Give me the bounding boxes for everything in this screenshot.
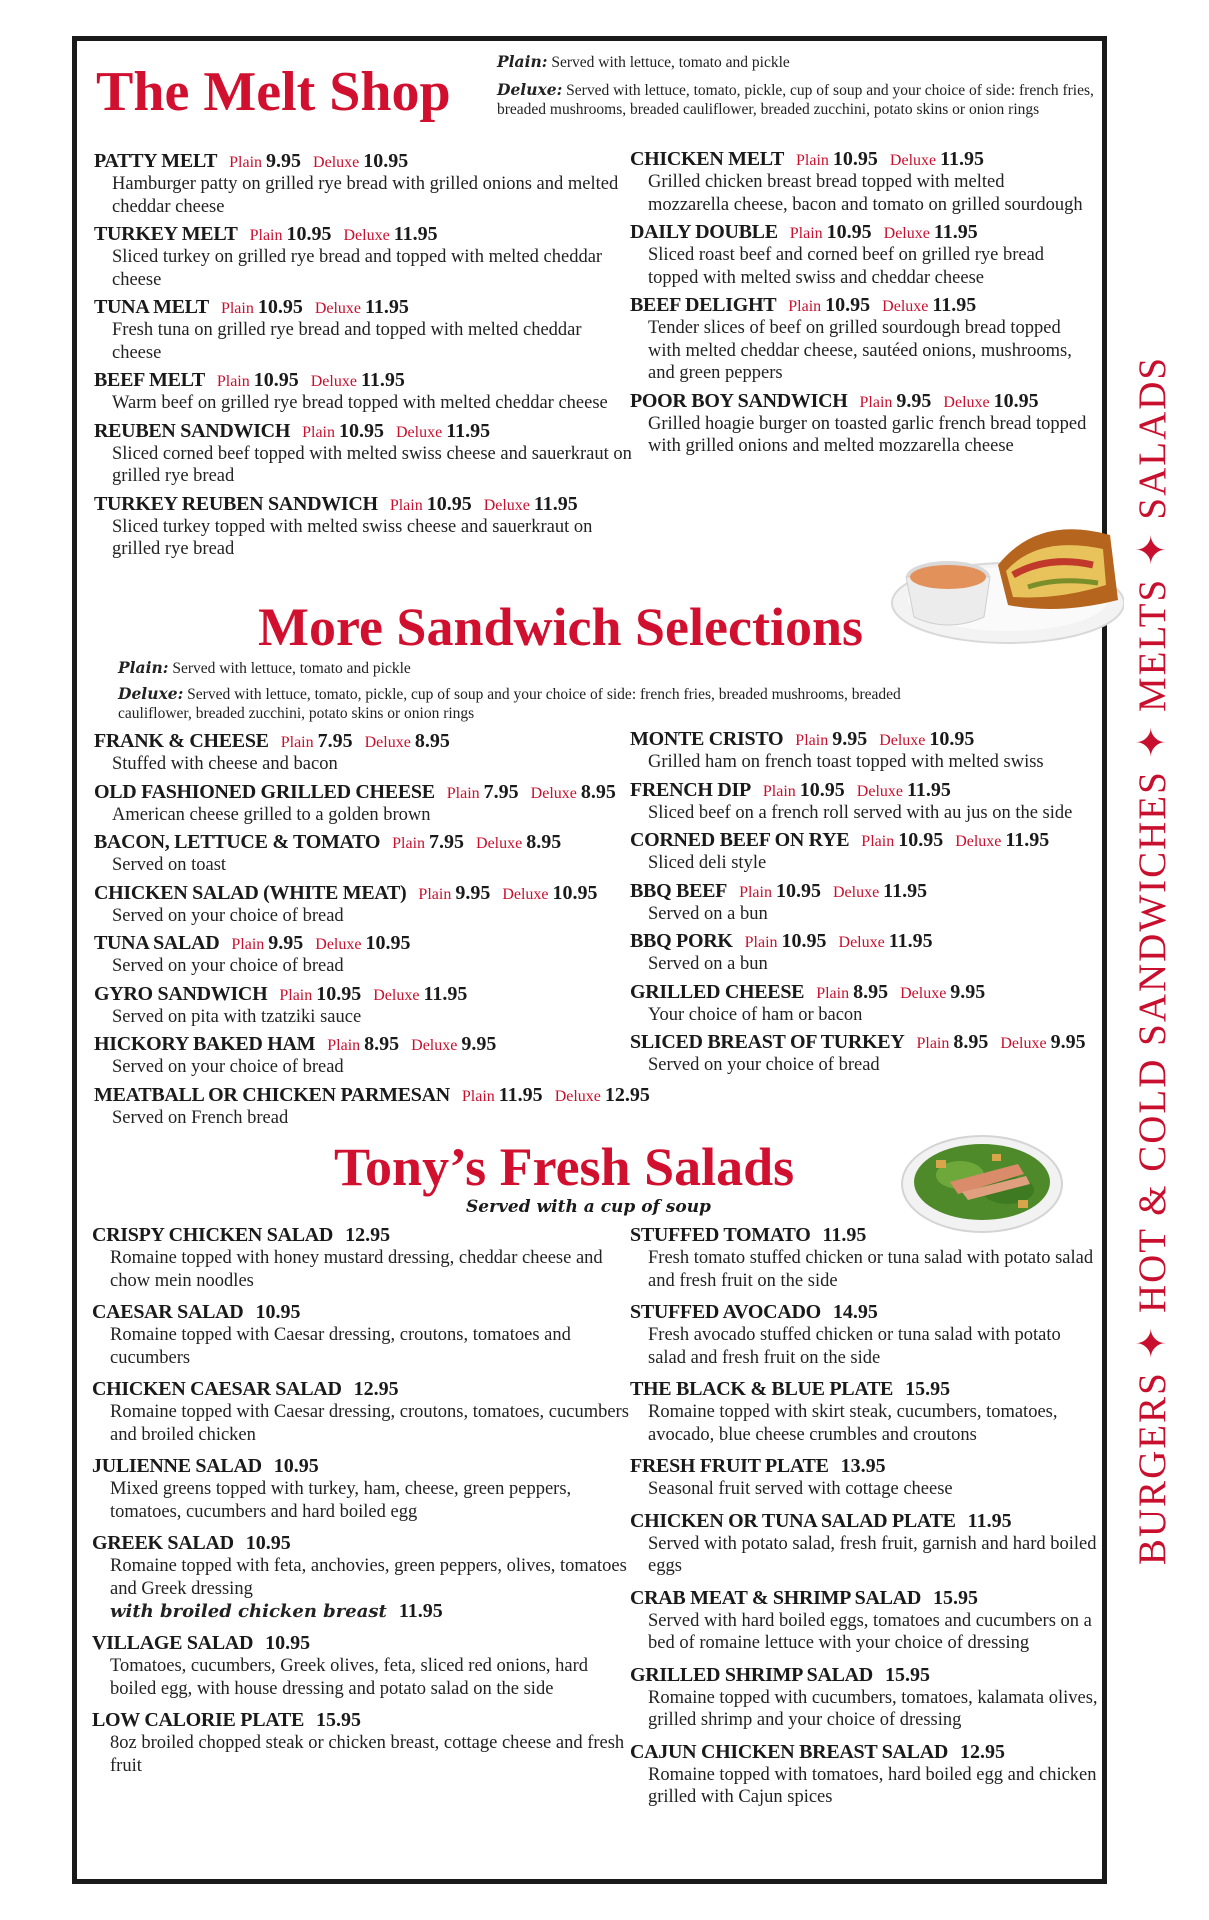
menu-item — [630, 1587, 1100, 1655]
plain-label: Plain — [418, 885, 452, 903]
menu-item — [630, 148, 1090, 216]
menu-item-header — [94, 730, 634, 753]
salads-title: Tony’s Fresh Salads — [334, 1137, 795, 1197]
item-description: Sliced deli style — [648, 853, 767, 873]
menu-item — [94, 932, 634, 978]
menu-item-header — [94, 493, 634, 516]
deluxe-price: 11.95 — [360, 369, 405, 391]
item-name: THE BLACK & BLUE PLATE — [630, 1378, 894, 1400]
salads-subtitle: Served with a cup of soup — [466, 1197, 711, 1217]
menu-item — [630, 1301, 1100, 1369]
menu-item-header — [630, 221, 1090, 244]
plain-price: 8.95 — [853, 980, 889, 1003]
deluxe-label: Deluxe — [395, 423, 443, 441]
item-name: FRENCH DIP — [630, 778, 751, 801]
item-price: 12.95 — [960, 1740, 1006, 1763]
deluxe-label: Deluxe — [879, 732, 926, 749]
menu-item-header — [630, 880, 1100, 903]
item-name: STUFFED TOMATO — [630, 1224, 811, 1246]
item-name: BEEF DELIGHT — [630, 294, 777, 316]
item-name: CAJUN CHICKEN BREAST SALAD — [630, 1740, 949, 1763]
menu-item-header — [92, 1301, 632, 1324]
melt-right-column — [630, 148, 1090, 463]
deluxe-label: Deluxe — [411, 1037, 458, 1054]
salads-left-column — [92, 1224, 632, 1786]
menu-item-header — [630, 1664, 1100, 1687]
plain-label: Plain — [762, 782, 796, 800]
item-description: American cheese grilled to a golden brown — [112, 804, 431, 825]
menu-item — [94, 882, 634, 928]
plain-label: Plain — [392, 835, 426, 852]
deluxe-label: Deluxe — [315, 936, 362, 953]
deluxe-price: 11.95 — [365, 296, 409, 318]
deluxe-label: Deluxe — [476, 835, 523, 852]
item-name: STUFFED AVOCADO — [630, 1301, 821, 1323]
menu-item-header — [94, 150, 634, 173]
plain-price: 10.95 — [898, 829, 944, 851]
menu-item — [630, 1378, 1100, 1446]
menu-item — [94, 730, 634, 776]
plain-label: Plain — [302, 423, 335, 441]
item-description: Served on your choice of bread — [112, 956, 344, 976]
item-description: Grilled ham on french toast topped with melted swiss — [648, 752, 1044, 772]
item-name: BACON, LETTUCE & TOMATO — [94, 831, 381, 853]
menu-item — [94, 1033, 634, 1079]
plain-label: Plain — [744, 934, 778, 951]
item-name: MONTE CRISTO — [630, 728, 784, 750]
deluxe-label: Deluxe — [883, 225, 930, 242]
plain-label: Plain — [216, 373, 250, 390]
item-name: CRAB MEAT & SHRIMP SALAD — [630, 1586, 921, 1609]
plain-label: Plain — [389, 496, 423, 514]
plain-label: Plain — [249, 227, 283, 244]
item-price: 13.95 — [840, 1455, 886, 1477]
plain-label: Plain — [327, 1037, 361, 1054]
more-sandwich-title: More Sandwich Selections — [258, 597, 863, 657]
deluxe-price: 11.95 — [933, 221, 978, 243]
menu-item — [94, 983, 634, 1029]
item-price: 14.95 — [832, 1301, 878, 1323]
menu-item — [94, 296, 634, 364]
deluxe-label: Deluxe — [373, 986, 420, 1004]
deluxe-label: Deluxe — [900, 984, 947, 1002]
menu-item-header — [630, 1455, 1100, 1478]
plain-price: 7.95 — [317, 730, 353, 752]
plain-price: 10.95 — [799, 778, 845, 801]
item-price: 12.95 — [345, 1224, 391, 1246]
item-name: POOR BOY SANDWICH — [630, 389, 848, 412]
item-description: Your choice of ham or bacon — [648, 1004, 863, 1025]
deluxe-price: 9.95 — [1050, 1031, 1086, 1053]
plain-label: Plain — [859, 393, 893, 411]
plain-label: Plain — [739, 883, 772, 901]
menu-item-header — [92, 1709, 632, 1732]
item-addon — [92, 1600, 632, 1623]
melt-deluxe-note: Deluxe: Served with lettuce, tomato, pickle, cup of soup and your choice of side: french fries, breaded mushrooms, breaded cauliflower, breaded zucchini, potato skins or onion rings — [497, 80, 1094, 118]
menu-item-header — [630, 1301, 1100, 1324]
item-name: CRISPY CHICKEN SALAD — [92, 1224, 334, 1246]
item-description: Grilled hoagie burger on toasted garlic french bread topped with grilled onions and melted mozzarella cheese — [648, 413, 1087, 456]
menu-item — [94, 420, 634, 488]
plain-label: Plain — [796, 152, 829, 169]
menu-item-header — [630, 1510, 1100, 1533]
item-description: Mixed greens topped with turkey, ham, cheese, green peppers, tomatoes, cucumbers and hard boiled egg — [110, 1479, 572, 1522]
item-description: Grilled chicken breast bread topped with melted mozzarella cheese, bacon and tomato on grilled sourdough — [648, 172, 1083, 215]
menu-item — [630, 981, 1100, 1027]
menu-item-header — [630, 1587, 1100, 1610]
menu-item — [92, 1709, 632, 1777]
item-name: JULIENNE SALAD — [92, 1455, 262, 1477]
item-description: Sliced turkey on grilled rye bread and topped with melted cheddar cheese — [112, 247, 603, 290]
deluxe-label: Deluxe — [313, 154, 360, 171]
item-price: 10.95 — [273, 1455, 319, 1477]
deluxe-label: Deluxe — [310, 373, 357, 390]
item-description: Romaine topped with cucumbers, tomatoes, kalamata olives, grilled shrimp and your choice of dressing — [648, 1687, 1098, 1730]
deluxe-label: Deluxe — [483, 496, 530, 514]
menu-item — [630, 1664, 1100, 1732]
melt-shop-title: The Melt Shop — [96, 61, 451, 123]
menu-item — [630, 1224, 1100, 1292]
menu-item-header — [94, 831, 634, 854]
item-price: 10.95 — [265, 1632, 311, 1654]
deluxe-label: Deluxe — [554, 1087, 601, 1105]
menu-item — [94, 150, 634, 218]
item-name: TUNA SALAD — [94, 932, 220, 954]
menu-item — [630, 1031, 1100, 1077]
item-name: TUNA MELT — [94, 296, 209, 318]
item-description: Tender slices of beef on grilled sourdough bread topped with melted cheddar cheese, sautéed onions, mushrooms, and green peppers — [648, 318, 1072, 383]
menu-item-header — [92, 1455, 632, 1478]
item-description: Seasonal fruit served with cottage cheese — [648, 1479, 953, 1499]
salad-plate-photo — [900, 1130, 1064, 1235]
item-description: Romaine topped with Caesar dressing, croutons, tomatoes, cucumbers and broiled chicken — [110, 1402, 629, 1445]
deluxe-price: 8.95 — [414, 730, 450, 752]
deluxe-label: Deluxe — [530, 784, 577, 802]
plain-label: Plain — [788, 298, 822, 315]
plain-label: Plain — [861, 833, 895, 850]
menu-item-header — [630, 829, 1100, 852]
item-description: Served on pita with tzatziki sauce — [112, 1006, 362, 1027]
more-left-column — [94, 730, 650, 1134]
plain-price: 7.95 — [483, 780, 519, 803]
item-description: Romaine topped with Caesar dressing, croutons, tomatoes and cucumbers — [110, 1325, 571, 1368]
plain-price: 10.95 — [426, 492, 472, 515]
item-name: CHICKEN MELT — [630, 148, 785, 170]
menu-item-header — [630, 981, 1100, 1004]
plain-label: Plain — [280, 734, 314, 751]
item-name: GRILLED SHRIMP SALAD — [630, 1663, 873, 1686]
item-name: BBQ BEEF — [630, 879, 728, 902]
plain-price: 9.95 — [832, 728, 868, 750]
menu-item — [94, 493, 634, 561]
deluxe-price: 11.95 — [932, 294, 977, 316]
more-plain-note: Plain: Served with lettuce, tomato and pickle — [118, 658, 411, 677]
item-price: 12.95 — [353, 1378, 399, 1400]
deluxe-price: 10.95 — [363, 150, 409, 172]
plain-price: 10.95 — [257, 296, 303, 318]
item-name: LOW CALORIE PLATE — [92, 1709, 304, 1731]
menu-item — [630, 294, 1090, 385]
item-name: CHICKEN CAESAR SALAD — [92, 1378, 342, 1400]
item-description: Served on your choice of bread — [112, 1057, 344, 1077]
menu-item — [630, 880, 1100, 926]
plain-price: 9.95 — [455, 881, 491, 904]
plain-label: Plain — [220, 300, 254, 317]
menu-item-header — [630, 390, 1090, 413]
item-description: Served on your choice of bread — [112, 905, 344, 926]
item-description: Served on a bun — [648, 954, 768, 974]
deluxe-price: 11.95 — [423, 982, 468, 1005]
deluxe-label: Deluxe — [838, 934, 885, 951]
menu-item — [630, 930, 1100, 976]
menu-item-header — [92, 1378, 632, 1401]
deluxe-price: 11.95 — [446, 419, 491, 442]
item-name: TURKEY REUBEN SANDWICH — [94, 492, 378, 515]
menu-item — [92, 1455, 632, 1523]
menu-item — [94, 1083, 650, 1130]
deluxe-label: Deluxe — [832, 883, 880, 901]
menu-item-header — [94, 983, 634, 1006]
plain-price: 9.95 — [896, 389, 932, 412]
plain-price: 8.95 — [953, 1031, 989, 1053]
deluxe-price: 11.95 — [533, 492, 578, 515]
menu-item-header — [630, 294, 1090, 317]
plain-price: 9.95 — [266, 150, 302, 172]
deluxe-price: 8.95 — [580, 780, 616, 803]
menu-item — [94, 369, 634, 415]
plain-label: Plain — [229, 154, 263, 171]
deluxe-label: Deluxe — [856, 782, 903, 800]
menu-item-header — [94, 1083, 650, 1107]
salads-right-column — [630, 1224, 1100, 1818]
deluxe-label: Deluxe — [314, 300, 362, 317]
menu-item-header — [94, 296, 634, 319]
item-description: Romaine topped with feta, anchovies, green peppers, olives, tomatoes and Greek dressing — [110, 1556, 627, 1599]
item-description: Tomatoes, cucumbers, Greek olives, feta, sliced red onions, hard boiled egg, with house dressing and potato salad on the side — [110, 1656, 589, 1699]
item-name: FRANK & CHEESE — [94, 730, 269, 752]
item-name: CHICKEN SALAD (WHITE MEAT) — [94, 881, 407, 904]
item-price: 15.95 — [315, 1709, 361, 1731]
plain-label: Plain — [279, 986, 313, 1004]
item-name: BEEF MELT — [94, 369, 205, 391]
plain-price: 10.95 — [832, 148, 878, 170]
plain-price: 10.95 — [781, 930, 827, 952]
plain-price: 10.95 — [825, 294, 871, 316]
deluxe-label: Deluxe — [1000, 1035, 1047, 1052]
item-name: FRESH FRUIT PLATE — [630, 1455, 829, 1477]
item-description: Warm beef on grilled rye bread topped with melted cheddar cheese — [112, 393, 608, 413]
menu-item-header — [94, 1033, 634, 1056]
item-name: DAILY DOUBLE — [630, 221, 778, 243]
item-name: CAESAR SALAD — [92, 1301, 244, 1323]
item-price: 15.95 — [884, 1663, 930, 1686]
item-description: Fresh tomato stuffed chicken or tuna salad with potato salad and fresh fruit on the side — [648, 1248, 1094, 1291]
menu-item — [94, 831, 634, 877]
item-description: Served with potato salad, fresh fruit, garnish and hard boiled eggs — [648, 1533, 1097, 1576]
menu-item — [630, 390, 1090, 458]
plain-price: 10.95 — [826, 221, 872, 243]
menu-item-header — [94, 932, 634, 955]
plain-label: Plain — [816, 984, 850, 1002]
plain-price: 10.95 — [775, 879, 821, 902]
item-price: 11.95 — [967, 1509, 1012, 1532]
item-description: Fresh tuna on grilled rye bread and topped with melted cheddar cheese — [112, 320, 582, 363]
menu-item-header — [630, 1224, 1100, 1247]
item-name: PATTY MELT — [94, 150, 218, 172]
menu-item-header — [94, 781, 634, 804]
item-name: VILLAGE SALAD — [92, 1632, 254, 1654]
menu-item-header — [630, 728, 1100, 751]
item-price: 10.95 — [255, 1301, 301, 1323]
plain-label: Plain — [461, 1087, 495, 1105]
menu-item-header — [630, 779, 1100, 802]
menu-item-header — [92, 1532, 632, 1555]
item-description: 8oz broiled chopped steak or chicken breast, cottage cheese and fresh fruit — [110, 1733, 625, 1776]
deluxe-label: Deluxe — [502, 885, 549, 903]
menu-item-header — [92, 1632, 632, 1655]
menu-item-header — [630, 1378, 1100, 1401]
item-description: Romaine topped with tomatoes, hard boiled egg and chicken grilled with Cajun spices — [648, 1764, 1097, 1807]
item-price: 15.95 — [932, 1586, 978, 1609]
menu-item — [630, 1455, 1100, 1501]
deluxe-price: 10.95 — [993, 389, 1039, 412]
plain-label: Plain — [795, 732, 829, 749]
item-name: SLICED BREAST OF TURKEY — [630, 1031, 905, 1053]
deluxe-price: 11.95 — [1005, 829, 1050, 851]
item-name: OLD FASHIONED GRILLED CHEESE — [94, 780, 435, 803]
menu-item — [92, 1532, 632, 1623]
item-name: TURKEY MELT — [94, 223, 238, 245]
item-description: Served on your choice of bread — [648, 1055, 880, 1075]
item-name: CHICKEN OR TUNA SALAD PLATE — [630, 1509, 956, 1532]
deluxe-label: Deluxe — [364, 734, 411, 751]
menu-item — [92, 1224, 632, 1292]
deluxe-price: 9.95 — [461, 1033, 497, 1055]
plain-price: 7.95 — [429, 831, 465, 853]
menu-item-header — [630, 930, 1100, 953]
item-description: Fresh avocado stuffed chicken or tuna salad with potato salad and fresh fruit on the side — [648, 1325, 1061, 1368]
menu-item — [630, 221, 1090, 289]
menu-item — [92, 1632, 632, 1700]
menu-item-header — [630, 148, 1090, 171]
menu-item-header — [92, 1224, 632, 1247]
item-name: GREEK SALAD — [92, 1532, 234, 1554]
plain-label: Plain — [446, 784, 480, 802]
item-name: BBQ PORK — [630, 930, 733, 952]
deluxe-price: 11.95 — [883, 879, 928, 902]
item-name: GRILLED CHEESE — [630, 980, 805, 1003]
deluxe-label: Deluxe — [882, 298, 929, 315]
melt-plain-note: Plain: Served with lettuce, tomato and pickle — [497, 52, 790, 71]
menu-item — [630, 728, 1100, 774]
plain-label: Plain — [916, 1035, 950, 1052]
item-description: Romaine topped with honey mustard dressing, cheddar cheese and chow mein noodles — [110, 1248, 603, 1291]
menu-item — [92, 1378, 632, 1446]
item-description: Served on a bun — [648, 903, 768, 924]
plain-price: 10.95 — [338, 419, 384, 442]
plain-price: 10.95 — [286, 223, 332, 245]
item-description: Sliced beef on a french roll served with au jus on the side — [648, 802, 1073, 823]
item-price: 10.95 — [245, 1532, 291, 1554]
menu-item-header — [630, 1031, 1100, 1054]
item-description: Romaine topped with skirt steak, cucumbers, tomatoes, avocado, blue cheese crumbles and croutons — [648, 1402, 1058, 1445]
plain-price: 11.95 — [498, 1083, 543, 1106]
plain-price: 10.95 — [316, 982, 362, 1005]
menu-item — [630, 1741, 1100, 1809]
deluxe-price: 11.95 — [888, 930, 933, 952]
item-description: Served on toast — [112, 855, 227, 875]
item-name: CORNED BEEF ON RYE — [630, 829, 850, 851]
deluxe-label: Deluxe — [955, 833, 1002, 850]
menu-item-header — [630, 1741, 1100, 1764]
item-description: Hamburger patty on grilled rye bread with grilled onions and melted cheddar cheese — [112, 174, 619, 217]
addon-price: 11.95 — [398, 1600, 443, 1622]
menu-item — [92, 1301, 632, 1369]
item-description: Served on French bread — [112, 1107, 289, 1128]
deluxe-price: 11.95 — [393, 223, 438, 245]
sandwich-plate-photo — [888, 505, 1124, 645]
item-name: MEATBALL OR CHICKEN PARMESAN — [94, 1083, 450, 1106]
item-price: 15.95 — [905, 1378, 951, 1400]
item-name: HICKORY BAKED HAM — [94, 1033, 316, 1055]
item-description: Stuffed with cheese and bacon — [112, 754, 338, 774]
plain-price: 10.95 — [253, 369, 299, 391]
addon-label: with broiled chicken breast — [110, 1601, 387, 1622]
more-deluxe-note: Deluxe: Served with lettuce, tomato, pickle, cup of soup and your choice of side: french fries, breaded mushrooms, breaded cauliflower, breaded zucchini, potato skins or onion rings — [118, 684, 901, 722]
plain-label: Plain — [231, 936, 265, 953]
deluxe-price: 9.95 — [950, 980, 986, 1003]
plain-price: 8.95 — [364, 1033, 400, 1055]
side-banner — [1118, 280, 1188, 1640]
deluxe-price: 10.95 — [929, 728, 975, 750]
plain-price: 9.95 — [268, 932, 304, 954]
menu-item — [630, 779, 1100, 825]
menu-item-header — [94, 369, 634, 392]
menu-item — [94, 223, 634, 291]
deluxe-price: 10.95 — [552, 881, 598, 904]
deluxe-price: 8.95 — [526, 831, 562, 853]
item-name: REUBEN SANDWICH — [94, 419, 291, 442]
menu-item — [630, 1510, 1100, 1578]
deluxe-label: Deluxe — [343, 227, 390, 244]
deluxe-price: 11.95 — [940, 148, 985, 170]
melt-left-column — [94, 150, 634, 566]
plain-label: Plain — [789, 225, 823, 242]
item-name: GYRO SANDWICH — [94, 982, 268, 1005]
menu-item — [630, 829, 1100, 875]
menu-item — [94, 781, 634, 827]
side-banner-text: BURGERS ✦ HOT & COLD SANDWICHES ✦ MELTS ✦ SALADS — [1131, 355, 1175, 1565]
deluxe-label: Deluxe — [889, 152, 937, 169]
menu-item-header — [94, 882, 634, 905]
deluxe-price: 11.95 — [906, 778, 951, 801]
item-description: Sliced roast beef and corned beef on grilled rye bread topped with melted swiss and cheddar cheese — [648, 245, 1045, 288]
menu-item-header — [94, 223, 634, 246]
deluxe-label: Deluxe — [943, 393, 990, 411]
deluxe-price: 12.95 — [604, 1083, 650, 1106]
item-price: 11.95 — [822, 1224, 867, 1246]
deluxe-price: 10.95 — [365, 932, 411, 954]
item-description: Served with hard boiled eggs, tomatoes and cucumbers on a bed of romaine lettuce with your choice of dressing — [648, 1610, 1092, 1653]
menu-item-header — [94, 420, 634, 443]
item-description: Sliced turkey topped with melted swiss cheese and sauerkraut on grilled rye bread — [112, 516, 593, 559]
more-right-column — [630, 728, 1100, 1082]
item-description: Sliced corned beef topped with melted swiss cheese and sauerkraut on grilled rye bread — [112, 443, 632, 486]
